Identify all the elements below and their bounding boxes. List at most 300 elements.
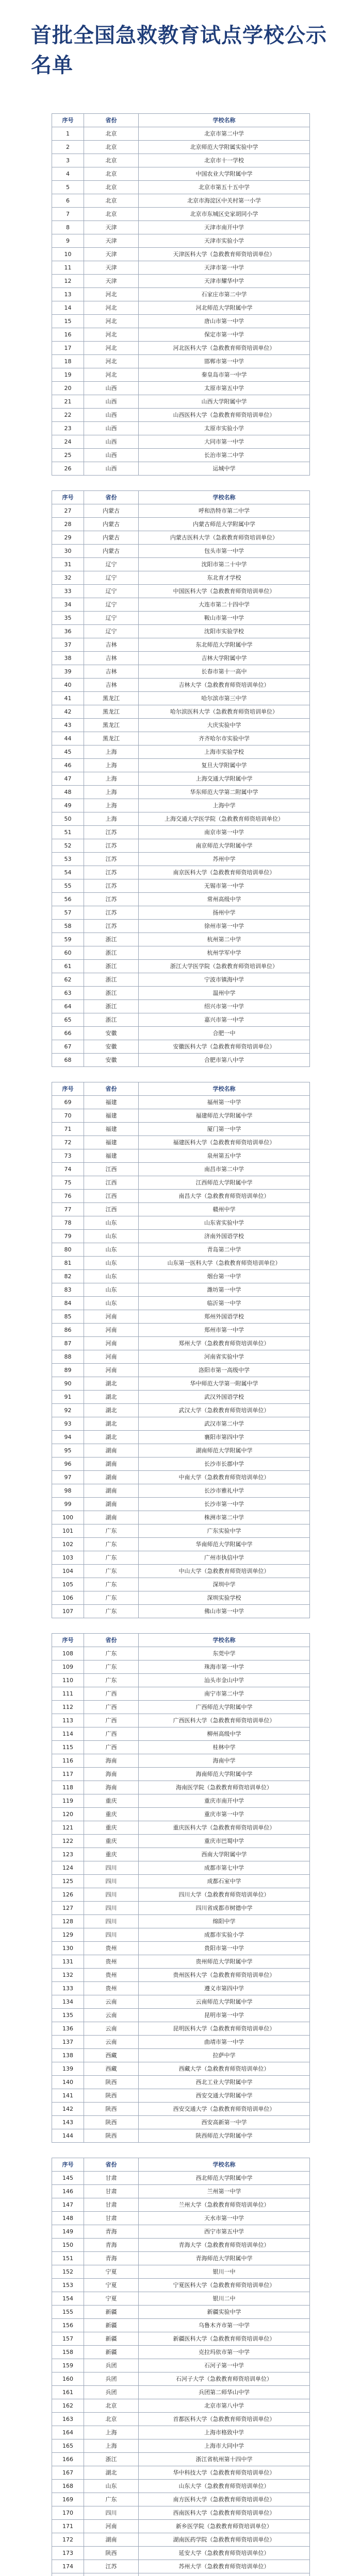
table-row (52, 2493, 310, 2506)
table-row (52, 2198, 310, 2212)
table-row (52, 2547, 310, 2560)
cell-number: 126 (52, 1888, 84, 1902)
cell-school: 西藏大学（急救教育师资培训单位） (139, 2062, 310, 2076)
cell-school: 西南医科大学（急救教育师资培训单位） (139, 2506, 310, 2520)
cell-school: 潍坊第一中学 (139, 1283, 310, 1297)
cell-province: 浙江 (84, 1013, 139, 1027)
cell-number: 95 (52, 1444, 84, 1458)
cell-province: 山东 (84, 2480, 139, 2493)
cell-number: 171 (52, 2520, 84, 2533)
cell-province: 天津 (84, 221, 139, 234)
cell-number: 62 (52, 973, 84, 987)
table-row (52, 504, 310, 518)
cell-province: 河北 (84, 301, 139, 315)
cell-school: 复旦大学附属中学 (139, 759, 310, 772)
table-row (52, 2009, 310, 2022)
cell-number: 55 (52, 879, 84, 893)
cell-number: 96 (52, 1458, 84, 1471)
table-row (52, 1054, 310, 1067)
cell-school: 华南师范大学附属中学 (139, 1538, 310, 1551)
cell-number: 87 (52, 1337, 84, 1350)
cell-number: 112 (52, 1701, 84, 1714)
cell-province: 陕西 (84, 2116, 139, 2129)
cell-school: 北京师范大学附属实验中学 (139, 141, 310, 154)
cell-province: 湖北 (84, 2466, 139, 2480)
table-row (52, 772, 310, 786)
cell-school: 江西师范大学附属中学 (139, 1176, 310, 1190)
table-row (52, 1915, 310, 1928)
cell-school: 唐山市第一中学 (139, 315, 310, 328)
cell-school: 郑州大学（急救教育师资培训单位） (139, 1337, 310, 1350)
table-row (52, 2533, 310, 2547)
table-row (52, 1781, 310, 1794)
cell-school: 河南省实验中学 (139, 1350, 310, 1364)
cell-province: 福建 (84, 1136, 139, 1149)
table-row (52, 719, 310, 732)
cell-province: 广东 (84, 1660, 139, 1674)
cell-province: 宁夏 (84, 2279, 139, 2292)
cell-number: 29 (52, 531, 84, 545)
cell-number: 94 (52, 1431, 84, 1444)
cell-province: 湖北 (84, 1404, 139, 1417)
table-row (52, 1013, 310, 1027)
cell-number: 125 (52, 1875, 84, 1888)
cell-province: 青海 (84, 2239, 139, 2252)
cell-number: 82 (52, 1270, 84, 1283)
cell-number: 6 (52, 194, 84, 208)
cell-school: 苏州大学（急救教育师资培训单位） (139, 2560, 310, 2573)
cell-number: 16 (52, 328, 84, 342)
cell-province: 上海 (84, 759, 139, 772)
cell-province: 青海 (84, 2225, 139, 2239)
cell-province: 上海 (84, 812, 139, 826)
cell-school: 临沂第一中学 (139, 1297, 310, 1310)
cell-school: 长沙市雅礼中学 (139, 1484, 310, 1498)
cell-number: 60 (52, 946, 84, 960)
cell-province: 江苏 (84, 853, 139, 866)
cell-number: 130 (52, 1942, 84, 1955)
cell-number: 20 (52, 382, 84, 395)
cell-province: 浙江 (84, 973, 139, 987)
table-row (52, 665, 310, 679)
cell-province: 安徽 (84, 1054, 139, 1067)
table-row (52, 2279, 310, 2292)
cell-school: 北京市东城区史家胡同小学 (139, 208, 310, 221)
table-row (52, 2062, 310, 2076)
table-row (52, 571, 310, 585)
cell-school: 重庆市南开中学 (139, 1794, 310, 1808)
cell-school: 内蒙古师范大学附属中学 (139, 518, 310, 531)
cell-school: 中山大学（急救教育师资培训单位） (139, 1565, 310, 1578)
table-header-row (52, 1634, 310, 1647)
page-title: 首批全国急救教育试点学校公示名单 (31, 24, 327, 77)
table-row (52, 1458, 310, 1471)
cell-province: 河北 (84, 342, 139, 355)
cell-province: 安徽 (84, 1040, 139, 1054)
cell-school: 沈阳市实验学校 (139, 625, 310, 638)
cell-school: 西南大学附属中学 (139, 1848, 310, 1861)
cell-number: 13 (52, 288, 84, 301)
table-row (52, 2319, 310, 2332)
cell-school: 新疆医科大学（急救教育师资培训单位） (139, 2332, 310, 2346)
cell-school: 天津医科大学（急救教育师资培训单位） (139, 248, 310, 261)
cell-province: 贵州 (84, 1942, 139, 1955)
cell-number: 92 (52, 1404, 84, 1417)
cell-school: 南宁市第二中学 (139, 1687, 310, 1701)
cell-number: 132 (52, 1969, 84, 1982)
cell-number: 93 (52, 1417, 84, 1431)
cell-province: 山西 (84, 449, 139, 462)
cell-province: 天津 (84, 275, 139, 288)
cell-province: 河北 (84, 315, 139, 328)
table-row (52, 2129, 310, 2143)
cell-province: 江西 (84, 1203, 139, 1216)
cell-school: 成都市第七中学 (139, 1861, 310, 1875)
cell-school: 银川一中 (139, 2265, 310, 2279)
table-row (52, 301, 310, 315)
cell-province: 广西 (84, 1687, 139, 1701)
cell-school: 贵州医科大学（急救教育师资培训单位） (139, 1969, 310, 1982)
cell-school: 上海交通大学医学院（急救教育师资培训单位） (139, 812, 310, 826)
cell-number: 98 (52, 1484, 84, 1498)
cell-number: 148 (52, 2212, 84, 2225)
cell-province: 重庆 (84, 1848, 139, 1861)
cell-province: 广西 (84, 1714, 139, 1727)
table-row (52, 2439, 310, 2453)
cell-school: 浙江省杭州第十四中学 (139, 2453, 310, 2466)
table-row (52, 181, 310, 194)
table-row (52, 2466, 310, 2480)
cell-province: 湖南 (84, 1458, 139, 1471)
cell-school: 南京医科大学（急救教育师资培训单位） (139, 866, 310, 879)
cell-province: 浙江 (84, 960, 139, 973)
cell-number: 103 (52, 1551, 84, 1565)
cell-school: 南京市第一中学 (139, 826, 310, 839)
cell-number: 15 (52, 315, 84, 328)
cell-school: 济南外国语学校 (139, 1230, 310, 1243)
table-row (52, 1942, 310, 1955)
cell-number: 169 (52, 2493, 84, 2506)
cell-number: 100 (52, 1511, 84, 1524)
cell-number: 11 (52, 261, 84, 275)
cell-school: 西安高新第一中学 (139, 2116, 310, 2129)
cell-school: 天水市第一中学 (139, 2212, 310, 2225)
table-row (52, 1768, 310, 1781)
cell-school: 海南医学院（急救教育师资培训单位） (139, 1781, 310, 1794)
table-row (52, 1243, 310, 1257)
section-gap (52, 1067, 310, 1082)
cell-number: 168 (52, 2480, 84, 2493)
cell-school: 重庆市第一中学 (139, 1808, 310, 1821)
cell-school: 沈阳市第二十中学 (139, 558, 310, 571)
cell-number: 88 (52, 1350, 84, 1364)
table-row (52, 759, 310, 772)
table-row (52, 906, 310, 920)
cell-number: 120 (52, 1808, 84, 1821)
cell-school: 广州市执信中学 (139, 1551, 310, 1565)
cell-province: 湖南 (84, 1444, 139, 1458)
cell-province: 宁夏 (84, 2265, 139, 2279)
cell-school: 西北师范大学附属中学 (139, 2172, 310, 2185)
cell-number: 2 (52, 141, 84, 154)
cell-number: 136 (52, 2022, 84, 2036)
cell-school (139, 2573, 310, 2576)
cell-school: 扬州中学 (139, 906, 310, 920)
table-row (52, 2399, 310, 2413)
cell-number: 91 (52, 1391, 84, 1404)
table-row (52, 1149, 310, 1163)
cell-province: 贵州 (84, 1969, 139, 1982)
cell-school: 武汉大学（急救教育师资培训单位） (139, 1404, 310, 1417)
cell-number: 81 (52, 1257, 84, 1270)
section-gap-cell (52, 2143, 310, 2158)
cell-school: 杭州第二中学 (139, 933, 310, 946)
cell-school: 嘉兴市第一中学 (139, 1013, 310, 1027)
table-row (52, 368, 310, 382)
cell-school: 温州中学 (139, 987, 310, 1000)
cell-province: 内蒙古 (84, 504, 139, 518)
cell-province: 北京 (84, 154, 139, 167)
cell-school: 曲靖市第一中学 (139, 2036, 310, 2049)
table-row (52, 2225, 310, 2239)
cell-province: 重庆 (84, 1821, 139, 1835)
cell-number: 104 (52, 1565, 84, 1578)
table-row (52, 1297, 310, 1310)
cell-province: 青海 (84, 2252, 139, 2265)
cell-school: 杭州学军中学 (139, 946, 310, 960)
cell-school: 重庆市巴蜀中学 (139, 1835, 310, 1848)
col-header-school: 学校名称 (139, 114, 310, 127)
table-row (52, 973, 310, 987)
cell-province: 海南 (84, 1768, 139, 1781)
cell-number: 17 (52, 342, 84, 355)
cell-province: 上海 (84, 786, 139, 799)
cell-school: 秦皇岛市第一中学 (139, 368, 310, 382)
cell-province: 湖北 (84, 1431, 139, 1444)
section-gap-cell (52, 1618, 310, 1634)
table-row (52, 625, 310, 638)
table-row (52, 2089, 310, 2103)
cell-school: 陕西师范大学附属中学 (139, 2129, 310, 2143)
cell-province: 西藏 (84, 2062, 139, 2076)
table-row (52, 167, 310, 181)
cell-number: 164 (52, 2426, 84, 2439)
cell-number: 38 (52, 652, 84, 665)
cell-province: 辽宁 (84, 625, 139, 638)
cell-province: 北京 (84, 127, 139, 141)
cell-number: 160 (52, 2372, 84, 2386)
cell-province: 湖南 (84, 1484, 139, 1498)
cell-school: 西安交通大学附属中学 (139, 2089, 310, 2103)
section-gap (52, 476, 310, 491)
cell-province: 甘肃 (84, 2198, 139, 2212)
cell-school: 湖南医药学院（急救教育师资培训单位） (139, 2533, 310, 2547)
cell-school: 延安大学（急救教育师资培训单位） (139, 2547, 310, 2560)
cell-school: 新乡医学院（急救教育师资培训单位） (139, 2520, 310, 2533)
cell-number: 4 (52, 167, 84, 181)
cell-province: 湖南 (84, 2533, 139, 2547)
cell-number: 30 (52, 545, 84, 558)
cell-number: 72 (52, 1136, 84, 1149)
cell-province: 山东 (84, 1230, 139, 1243)
cell-school: 内蒙古医科大学（急救教育师资培训单位） (139, 531, 310, 545)
cell-school: 珠海市第一中学 (139, 1660, 310, 1674)
cell-province: 内蒙古 (84, 518, 139, 531)
cell-province: 安徽 (84, 1027, 139, 1040)
cell-number: 3 (52, 154, 84, 167)
table-row (52, 2265, 310, 2279)
cell-number: 21 (52, 395, 84, 409)
cell-school: 山东大学（急救教育师资培训单位） (139, 2480, 310, 2493)
cell-number: 57 (52, 906, 84, 920)
cell-number: 118 (52, 1781, 84, 1794)
table-row (52, 1163, 310, 1176)
cell-number: 99 (52, 1498, 84, 1511)
cell-province: 黑龙江 (84, 705, 139, 719)
cell-school: 海南师范大学附属中学 (139, 1768, 310, 1781)
cell-number: 137 (52, 2036, 84, 2049)
cell-school: 成都市实验小学 (139, 1928, 310, 1942)
cell-number: 74 (52, 1163, 84, 1176)
cell-number: 167 (52, 2466, 84, 2480)
cell-number: 133 (52, 1982, 84, 1995)
table-row (52, 1848, 310, 1861)
cell-province: 江苏 (84, 879, 139, 893)
table-row (52, 288, 310, 301)
table-row (52, 786, 310, 799)
cell-number: 150 (52, 2239, 84, 2252)
table-row (52, 612, 310, 625)
cell-province: 贵州 (84, 1982, 139, 1995)
cell-number: 149 (52, 2225, 84, 2239)
cell-school: 厦门第一中学 (139, 1123, 310, 1136)
table-row (52, 2185, 310, 2198)
cell-school: 哈尔滨市第三中学 (139, 692, 310, 705)
cell-number: 170 (52, 2506, 84, 2520)
cell-province: 黑龙江 (84, 692, 139, 705)
table-row (52, 1096, 310, 1109)
cell-province: 四川 (84, 1888, 139, 1902)
table-row (52, 652, 310, 665)
cell-school: 武汉外国语学校 (139, 1391, 310, 1404)
cell-number: 70 (52, 1109, 84, 1123)
table-row (52, 1928, 310, 1942)
cell-number: 153 (52, 2279, 84, 2292)
cell-number: 135 (52, 2009, 84, 2022)
cell-number: 7 (52, 208, 84, 221)
cell-number: 146 (52, 2185, 84, 2198)
cell-number: 86 (52, 1324, 84, 1337)
cell-number: 76 (52, 1190, 84, 1203)
table-row (52, 1835, 310, 1848)
cell-school: 四川省成都市树德中学 (139, 1902, 310, 1915)
cell-school: 广西医科大学（急救教育师资培训单位） (139, 1714, 310, 1727)
cell-school: 大同市第一中学 (139, 435, 310, 449)
table-row (52, 1283, 310, 1297)
cell-number: 84 (52, 1297, 84, 1310)
cell-number: 122 (52, 1835, 84, 1848)
cell-number: 59 (52, 933, 84, 946)
table-row (52, 261, 310, 275)
cell-province: 福建 (84, 1109, 139, 1123)
cell-province: 海南 (84, 1754, 139, 1768)
table-row (52, 826, 310, 839)
table-row (52, 812, 310, 826)
cell-province: 广东 (84, 1647, 139, 1660)
table-row (52, 705, 310, 719)
cell-province: 河南 (84, 2520, 139, 2533)
cell-school: 青海大学（急救教育师资培训单位） (139, 2239, 310, 2252)
cell-number: 147 (52, 2198, 84, 2212)
table-row (52, 1524, 310, 1538)
cell-province: 河北 (84, 368, 139, 382)
cell-province: 山西 (84, 462, 139, 476)
cell-school: 克拉玛依市第一中学 (139, 2346, 310, 2359)
cell-province: 吉林 (84, 679, 139, 692)
table-row (52, 1565, 310, 1578)
cell-school: 长沙市第一中学 (139, 1498, 310, 1511)
cell-school: 中南大学（急救教育师资培训单位） (139, 1471, 310, 1484)
cell-number: 10 (52, 248, 84, 261)
cell-school: 华东师范大学第二附属中学 (139, 786, 310, 799)
cell-school: 襄阳市第四中学 (139, 1431, 310, 1444)
cell-number: 106 (52, 1591, 84, 1605)
cell-province: 山东 (84, 1270, 139, 1283)
cell-school: 合肥一中 (139, 1027, 310, 1040)
table-row (52, 328, 310, 342)
section-gap (52, 1618, 310, 1634)
table-row (52, 342, 310, 355)
cell-school: 保定市第一中学 (139, 328, 310, 342)
table-row (52, 1377, 310, 1391)
section-gap-cell (52, 1067, 310, 1082)
cell-province: 广东 (84, 1605, 139, 1618)
cell-number: 97 (52, 1471, 84, 1484)
table-row (52, 598, 310, 612)
cell-number: 119 (52, 1794, 84, 1808)
cell-number: 54 (52, 866, 84, 879)
cell-province: 上海 (84, 799, 139, 812)
cell-province: 上海 (84, 772, 139, 786)
cell-province: 山西 (84, 422, 139, 435)
cell-school: 北京市第五十五中学 (139, 181, 310, 194)
table-row (52, 1471, 310, 1484)
cell-number: 145 (52, 2172, 84, 2185)
cell-province: 广东 (84, 1578, 139, 1591)
cell-school: 呼和浩特市第二中学 (139, 504, 310, 518)
cell-number: 64 (52, 1000, 84, 1013)
cell-number: 14 (52, 301, 84, 315)
cell-school: 绵阳中学 (139, 1915, 310, 1928)
cell-province: 广西 (84, 1741, 139, 1754)
table-header-row (52, 2158, 310, 2172)
cell-school: 东莞中学 (139, 1647, 310, 1660)
cell-province: 吉林 (84, 638, 139, 652)
cell-number: 166 (52, 2453, 84, 2466)
table-row (52, 1136, 310, 1149)
cell-number: 52 (52, 839, 84, 853)
cell-province: 上海 (84, 745, 139, 759)
table-row (52, 1270, 310, 1283)
col-header-province: 省份 (84, 2158, 139, 2172)
table-row (52, 1109, 310, 1123)
cell-number: 114 (52, 1727, 84, 1741)
cell-province: 福建 (84, 1149, 139, 1163)
cell-province: 四川 (84, 1861, 139, 1875)
cell-province: 辽宁 (84, 558, 139, 571)
cell-province: 河北 (84, 328, 139, 342)
cell-province: 广东 (84, 1591, 139, 1605)
